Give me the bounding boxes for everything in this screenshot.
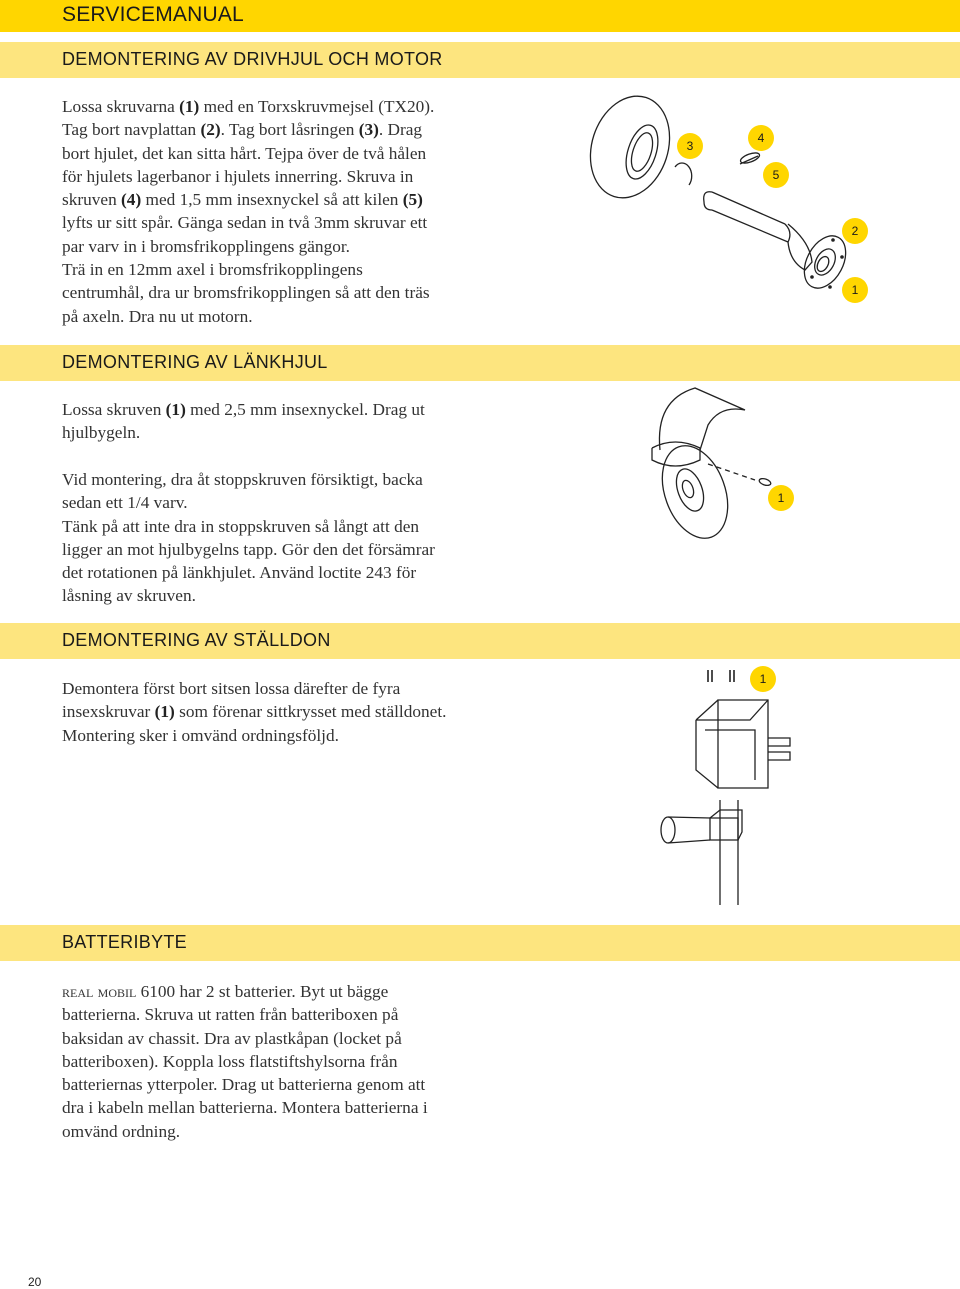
text-run: Vid montering, dra åt stoppskruven försiktigt, backa <box>62 470 423 489</box>
header-band <box>0 0 960 32</box>
drivhjul-text <box>62 95 434 328</box>
text-line <box>62 491 435 514</box>
part-reference: (2) <box>200 120 221 140</box>
text-line <box>62 165 434 188</box>
text-run: på axeln. Dra nu ut motorn. <box>62 306 253 326</box>
text-run: lyfts ur sitt spår. Gänga sedan in två 3mm skruvar ett <box>62 213 428 233</box>
header-title: SERVICEMANUAL <box>62 3 244 26</box>
text-run: med 1,5 mm insexnyckel så att kilen <box>141 190 403 210</box>
actuator-illustration <box>650 660 800 905</box>
text-run: Lossa skruvarna <box>62 97 180 116</box>
text-line <box>62 235 434 258</box>
section-heading-stalldon <box>0 623 960 659</box>
text-run: det rotationen på länkhjulet. Använd loctite 243 för <box>62 563 417 583</box>
text-run: . Tag bort låsringen <box>220 120 359 140</box>
callout-1 <box>768 485 794 511</box>
section-heading-lankhjul <box>0 345 960 381</box>
text-line <box>62 281 434 304</box>
part-reference: (1) <box>179 97 200 116</box>
section-heading-drivhjul <box>0 42 960 78</box>
heading-text: BATTERIBYTE <box>62 932 187 952</box>
text-run: hjulbygeln. <box>62 423 141 443</box>
part-reference: (5) <box>402 190 423 210</box>
callout-2 <box>842 218 868 244</box>
text-line: batteriernas ytterpoler. Drag ut batterierna genom att <box>62 1075 426 1095</box>
text-line <box>62 258 434 281</box>
text-run: par varv in i bromsfrikopplingens gängor. <box>62 236 350 256</box>
text-line <box>62 700 446 723</box>
text-run: Tag bort navplattan <box>62 120 201 140</box>
text-run: med en Torxskruvmejsel (TX20). <box>199 97 435 116</box>
text-line <box>62 468 435 491</box>
callout-label: 1 <box>759 672 767 686</box>
text-line: batterierna. Skruva ut ratten från batteriboxen på <box>62 1005 399 1025</box>
lankhjul-text-2 <box>62 468 435 608</box>
text-line <box>62 211 434 234</box>
text-run: Trä in en 12mm axel i bromsfrikopplingens <box>62 260 363 280</box>
callout-label: 3 <box>686 139 694 153</box>
text-run: centrumhål, dra ur bromsfrikopplingen så att den träs <box>62 283 430 303</box>
text-run: bort hjulet, det kan sitta hårt. Tejpa över de två hålen <box>62 143 427 163</box>
lankhjul-text-1 <box>62 398 425 445</box>
callout-1 <box>750 666 776 692</box>
callout-5 <box>763 162 789 188</box>
text-line <box>62 538 435 561</box>
brand-name: real mobil 6100 <box>62 982 176 1001</box>
text-run: Tänk på att inte dra in stoppskruven så långt att den <box>62 516 420 536</box>
heading-text: DEMONTERING AV DRIVHJUL OCH MOTOR <box>62 49 443 69</box>
text-run: som förenar sittkrysset med ställdonet. <box>174 702 447 722</box>
text-run: . Drag <box>378 120 423 140</box>
callout-label: 1 <box>851 283 859 297</box>
text-run: med 2,5 mm insexnyckel. Drag ut <box>185 400 425 419</box>
text-run: Lossa skruven <box>62 400 166 419</box>
text-line <box>62 142 434 165</box>
callout-4 <box>748 125 774 151</box>
text-line: baksidan av chassit. Dra av plastkåpan (locket på <box>62 1028 402 1048</box>
callout-label: 2 <box>851 224 859 238</box>
text-line <box>62 980 428 1003</box>
text-line <box>62 398 425 421</box>
drive-wheel-illustration <box>580 92 880 312</box>
part-reference: (3) <box>358 120 379 140</box>
text-run: skruven <box>62 190 122 210</box>
heading-text: DEMONTERING AV STÄLLDON <box>62 630 331 650</box>
text-line <box>62 677 446 700</box>
text-line <box>62 724 446 747</box>
text-line <box>62 561 435 584</box>
text-line <box>62 421 425 444</box>
part-reference: (1) <box>154 702 175 722</box>
text-line <box>62 188 434 211</box>
text-line <box>62 515 435 538</box>
text-run: har 2 st batterier. Byt ut bägge <box>175 982 389 1001</box>
part-reference: (1) <box>165 400 186 419</box>
text-line <box>62 584 435 607</box>
callout-label: 1 <box>777 491 785 505</box>
text-run: låsning av skruven. <box>62 586 196 606</box>
text-line <box>62 118 434 141</box>
callout-label: 4 <box>757 131 765 145</box>
text-line: batteriboxen). Koppla loss flatstiftshylsorna från <box>62 1051 398 1071</box>
text-line <box>62 305 434 328</box>
callout-label: 5 <box>772 168 780 182</box>
text-line: dra i kabeln mellan batterierna. Montera batterierna i <box>62 1098 428 1118</box>
text-run: Montering sker i omvänd ordningsföljd. <box>62 725 339 745</box>
text-line <box>62 95 434 118</box>
text-line: omvänd ordning. <box>62 1121 181 1141</box>
heading-text: DEMONTERING AV LÄNKHJUL <box>62 352 328 372</box>
callout-3 <box>677 133 703 159</box>
batteribyte-text <box>62 980 428 1143</box>
stalldon-text <box>62 677 446 747</box>
text-run: Demontera först bort sitsen lossa därefter de fyra <box>62 679 401 698</box>
text-run: sedan ett 1/4 varv. <box>62 493 188 513</box>
callout-1 <box>842 277 868 303</box>
text-run: insexskruvar <box>62 702 155 722</box>
text-run: för hjulets lagerbanor i hjulets innerring. Skruva in <box>62 166 414 186</box>
page-number: 20 <box>28 1275 42 1289</box>
part-reference: (4) <box>121 190 142 210</box>
caster-wheel-illustration <box>640 380 800 540</box>
section-heading-batteribyte <box>0 925 960 961</box>
text-run: ligger an mot hjulbygelns tapp. Gör den det försämrar <box>62 539 435 559</box>
